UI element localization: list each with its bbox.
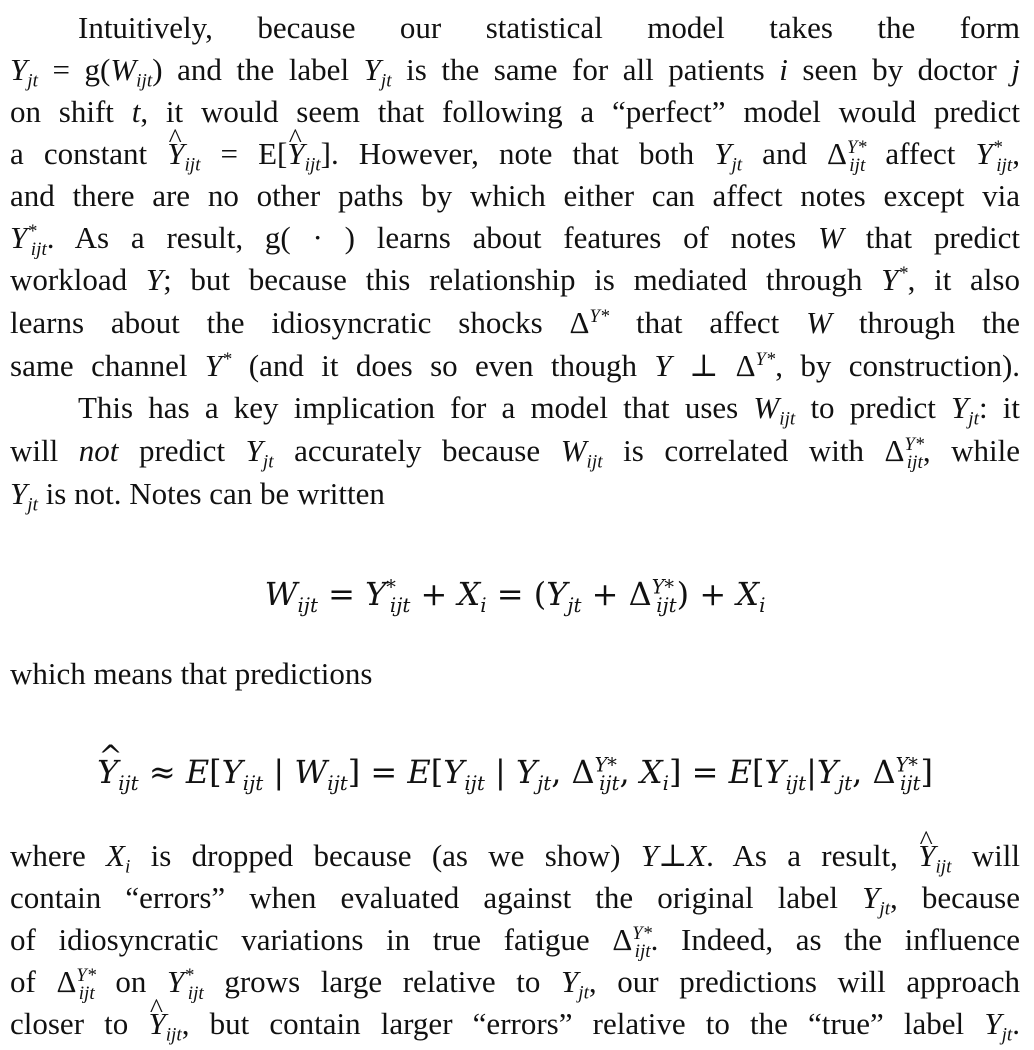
paragraph-3-line-3: of idiosyncratic variations in true fatigue $\Delta^{Y*}_{ijt}$. Indeed, as the influence <box>10 922 1020 962</box>
paragraph-3-line-5: closer to ^ $Y_{ijt}$, but contain larger “errors” relative to the “true” label $Y_{jt}$. <box>10 1004 1020 1044</box>
paragraph-1-line-4: a constant ^ $Y_{ijt}$ = E[^ $Y_{ijt}$]. However, note that both $Y_{jt}$ and $\Delta^{Y*}_{ijt}$ affect $Y^*_{ijt}$, <box>10 134 1020 174</box>
paragraph-3-line-1: where $X_i$ is dropped because (as we show) Y⊥X. As a result, ^ $Y_{ijt}$ will <box>10 836 1020 876</box>
paragraph-1-line-2: $Y_{jt} = g(W_{ijt})$ and the label $Y_{jt}$ is the same for all patients i seen by doctor j <box>10 52 1021 92</box>
paragraph-1-line-6: $Y^*_{ijt}$. As a result, g( · ) learns about features of notes W that predict <box>10 220 1020 260</box>
paragraph-2-line-3: $Y_{jt}$ is not. Notes can be written <box>10 476 385 516</box>
paragraph-2-line-1: This has a key implication for a model that uses $W_{ijt}$ to predict $Y_{jt}$: it <box>78 390 1020 430</box>
between-equations-text: which means that predictions <box>10 656 373 691</box>
paragraph-1-line-7: workload Y; but because this relationship is mediated through Y*, it also <box>10 262 1020 297</box>
paragraph-2-line-2: will not predict $Y_{jt}$ accurately because $W_{ijt}$ is correlated with $\Delta^{Y*}_{ijt}$, while <box>10 433 1020 473</box>
paragraph-1-line-8: learns about the idiosyncratic shocks $\Delta^{Y*}$ that affect W through the <box>10 305 1020 340</box>
equation-notes-decomposition: $W_{ijt} = Y^*_{ijt} + X_i = (Y_{jt} + \Delta^{Y*}_{ijt}) + X_i$ <box>264 575 766 617</box>
paragraph-1-line-1: Intuitively, because our statistical model takes the form <box>78 10 1020 45</box>
paragraph-3-line-4: of $\Delta^{Y*}_{ijt}$ on $Y^*_{ijt}$ grows large relative to $Y_{jt}$, our predictions will approach <box>10 964 1020 1004</box>
paragraph-1-line-9: same channel Y* (and it does so even though Y ⊥ $\Delta^{Y*}$, by construction). <box>10 348 1021 383</box>
paragraph-3-line-2: contain “errors” when evaluated against the original label $Y_{jt}$, because <box>10 880 1020 920</box>
paragraph-1-line-3: on shift t, it would seem that following a “perfect” model would predict <box>10 94 1020 129</box>
equation-predictions: ^ $Y_{ijt} \approx E[Y_{ijt}$ | $W_{ijt}] = E[Y_{ijt}$ | $Y_{jt}$, $\Delta^{Y*}_{ijt}$, $X_i] = E[Y_{ijt}|Y_{jt}$, $\Delta^{Y*}_{ijt}$] <box>10 750 1020 794</box>
paragraph-1-line-5: and there are no other paths by which either can affect notes except via <box>10 178 1020 213</box>
